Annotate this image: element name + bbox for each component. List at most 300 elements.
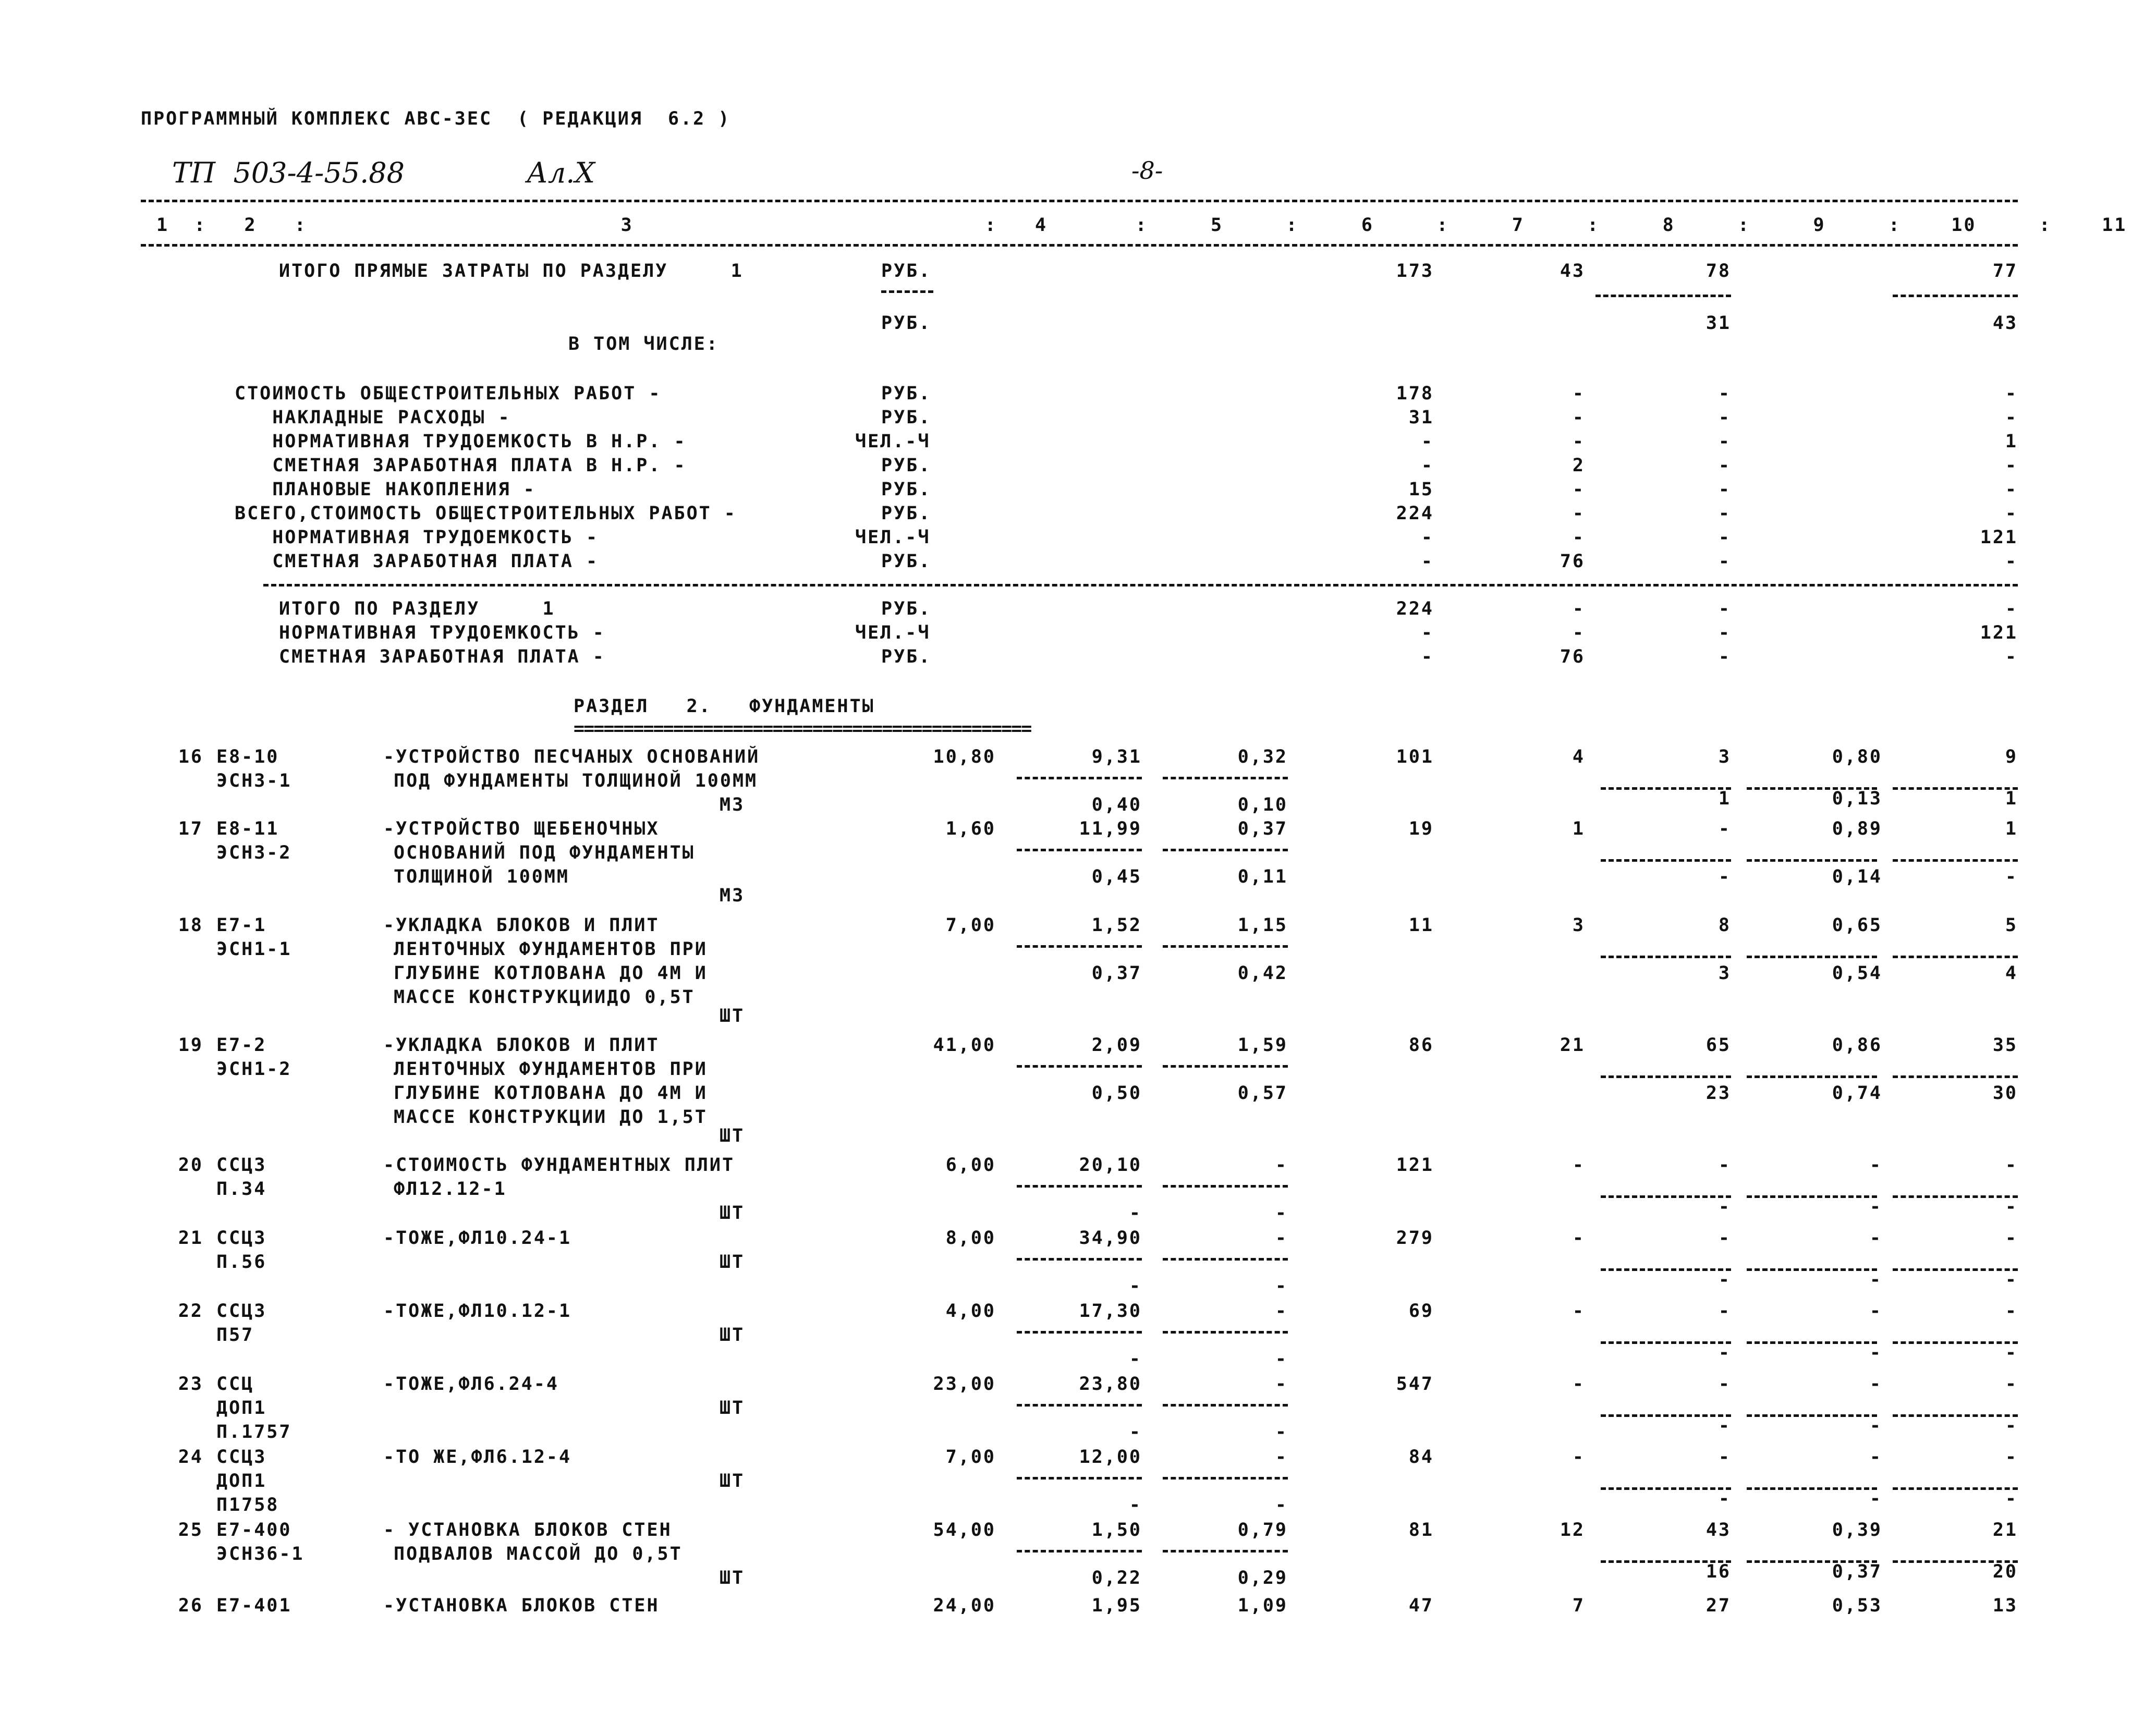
direct-costs-label: ИТОГО ПРЯМЫЕ ЗАТРАТЫ ПО РАЗДЕЛУ 1 bbox=[279, 261, 744, 282]
norm-code-secondary: П.56 bbox=[216, 1252, 267, 1273]
value-c6: - bbox=[1275, 1228, 1288, 1249]
work-description: -УСТРОЙСТВО ПЕСЧАНЫХ ОСНОВАНИЙ bbox=[383, 747, 760, 767]
work-description: - УСТАНОВКА БЛОКОВ СТЕН bbox=[383, 1520, 672, 1540]
value-c5: 12,00 bbox=[1079, 1447, 1142, 1468]
value-c10: - bbox=[1869, 1447, 1882, 1468]
value-c7: 81 bbox=[1408, 1520, 1434, 1540]
value-c9: - bbox=[1718, 503, 1731, 524]
value-c9: 31 bbox=[1706, 313, 1731, 334]
item-number: 17 bbox=[178, 818, 203, 839]
item-number: 19 bbox=[178, 1035, 203, 1056]
value-c9: 16 bbox=[1706, 1561, 1731, 1582]
value-c9: 3 bbox=[1718, 747, 1731, 767]
value-c5: 0,22 bbox=[1091, 1568, 1142, 1588]
cell-rule bbox=[1163, 777, 1288, 779]
value-qty: 6,00 bbox=[945, 1155, 996, 1176]
value-qty: 24,00 bbox=[933, 1595, 996, 1616]
value-c6: 1,59 bbox=[1237, 1035, 1288, 1056]
work-description: ФЛ12.12-1 bbox=[394, 1179, 507, 1200]
value-c8: - bbox=[1572, 1228, 1585, 1249]
value-c8: - bbox=[1572, 527, 1585, 548]
item-number: 25 bbox=[178, 1520, 203, 1540]
summary-rule bbox=[263, 584, 2018, 586]
value-c8: 4 bbox=[1572, 747, 1585, 767]
cell-rule bbox=[1017, 777, 1142, 779]
cell-rule bbox=[1017, 945, 1142, 948]
value-c11: 1 bbox=[2005, 818, 2018, 839]
work-description: ЛЕНТОЧНЫХ ФУНДАМЕНТОВ ПРИ bbox=[394, 1059, 708, 1080]
norm-code: ССЦ3 bbox=[216, 1228, 267, 1249]
norm-code-secondary: ЭСН1-2 bbox=[216, 1059, 292, 1080]
unit-of-measure: ШТ bbox=[720, 1006, 745, 1026]
value-qty: 4,00 bbox=[945, 1301, 996, 1322]
value-c11: - bbox=[2005, 646, 2018, 667]
value-c9: 1 bbox=[1718, 788, 1731, 809]
cell-rule bbox=[1747, 956, 1877, 958]
value-c7: 11 bbox=[1408, 915, 1434, 936]
value-c9: - bbox=[1718, 1415, 1731, 1436]
item-number: 21 bbox=[178, 1228, 203, 1249]
unit-rule bbox=[881, 290, 933, 293]
value-c5: 0,45 bbox=[1091, 866, 1142, 887]
norm-code-secondary: ДОП1 bbox=[216, 1398, 267, 1419]
value-c10: - bbox=[1869, 1301, 1882, 1322]
value-c7: 173 bbox=[1396, 261, 1434, 282]
value-c11: 21 bbox=[1992, 1520, 2018, 1540]
cell-rule bbox=[1017, 1065, 1142, 1068]
cell-rule bbox=[1601, 1075, 1731, 1078]
value-c5: 23,80 bbox=[1079, 1374, 1142, 1395]
cell-rule bbox=[1017, 1258, 1142, 1261]
value-qty: 23,00 bbox=[933, 1374, 996, 1395]
item-number: 18 bbox=[178, 915, 203, 936]
value-c8: 76 bbox=[1560, 551, 1585, 572]
work-description: -ТО ЖЕ,ФЛ6.12-4 bbox=[383, 1447, 572, 1468]
value-c10: 0,74 bbox=[1832, 1083, 1882, 1104]
unit: РУБ. bbox=[881, 503, 932, 524]
value-c11: - bbox=[2005, 1269, 2018, 1290]
norm-code: ССЦ3 bbox=[216, 1155, 267, 1176]
summary-line-label: НАКЛАДНЫЕ РАСХОДЫ - bbox=[235, 407, 511, 428]
value-c6: - bbox=[1275, 1447, 1288, 1468]
value-c6: 0,32 bbox=[1237, 747, 1288, 767]
value-c5: - bbox=[1129, 1276, 1142, 1297]
value-c7: 69 bbox=[1408, 1301, 1434, 1322]
value-c10: - bbox=[1869, 1196, 1882, 1217]
value-c11: 20 bbox=[1992, 1561, 2018, 1582]
unit-of-measure: ШТ bbox=[720, 1203, 745, 1224]
value-c10: - bbox=[1869, 1269, 1882, 1290]
work-description: -УКЛАДКА БЛОКОВ И ПЛИТ bbox=[383, 1035, 660, 1056]
value-c9: - bbox=[1718, 479, 1731, 500]
cell-rule bbox=[1017, 1331, 1142, 1334]
cell-rule bbox=[1601, 859, 1731, 862]
work-description: ГЛУБИНЕ КОТЛОВАНА ДО 4М И bbox=[394, 1083, 708, 1104]
value-c8: - bbox=[1572, 431, 1585, 452]
norm-code: Е7-2 bbox=[216, 1035, 267, 1056]
value-c5: - bbox=[1129, 1349, 1142, 1370]
summary-line-label: ВСЕГО,СТОИМОСТЬ ОБЩЕСТРОИТЕЛЬНЫХ РАБОТ - bbox=[235, 503, 737, 524]
value-c10: 0,53 bbox=[1832, 1595, 1882, 1616]
value-c6: - bbox=[1275, 1374, 1288, 1395]
work-description: -УСТАНОВКА БЛОКОВ СТЕН bbox=[383, 1595, 660, 1616]
unit: ЧЕЛ.-Ч bbox=[855, 622, 931, 643]
value-c11: - bbox=[2005, 1447, 2018, 1468]
value-c11: - bbox=[2005, 383, 2018, 404]
value-c8: 12 bbox=[1560, 1520, 1585, 1540]
unit: РУБ. bbox=[881, 479, 932, 500]
unit-of-measure: ШТ bbox=[720, 1325, 745, 1346]
unit-of-measure: ШТ bbox=[720, 1398, 745, 1419]
value-c9: - bbox=[1718, 455, 1731, 476]
norm-code-secondary: ЭСН1-1 bbox=[216, 939, 292, 960]
value-c5: - bbox=[1129, 1495, 1142, 1515]
cell-rule bbox=[1893, 1075, 2018, 1078]
value-c9: - bbox=[1718, 818, 1731, 839]
cell-rule bbox=[1163, 1258, 1288, 1261]
work-description: МАССЕ КОНСТРУКЦИИДО 0,5Т bbox=[394, 987, 695, 1008]
value-c5: 34,90 bbox=[1079, 1228, 1142, 1249]
value-c11: 121 bbox=[1980, 527, 2018, 548]
value-c11: - bbox=[2005, 1415, 2018, 1436]
value-c11: - bbox=[2005, 1301, 2018, 1322]
value-c10: - bbox=[1869, 1488, 1882, 1509]
value-c10: - bbox=[1869, 1228, 1882, 1249]
value-c9: 43 bbox=[1706, 1520, 1731, 1540]
value-c9: - bbox=[1718, 407, 1731, 428]
value-c8: - bbox=[1572, 407, 1585, 428]
work-description: ТОЛЩИНОЙ 100ММ bbox=[394, 866, 570, 887]
work-description: -ТОЖЕ,ФЛ10.24-1 bbox=[383, 1228, 572, 1249]
value-c7: 31 bbox=[1408, 407, 1434, 428]
value-c7: 547 bbox=[1396, 1374, 1434, 1395]
value-c11: - bbox=[2005, 455, 2018, 476]
value-qty: 10,80 bbox=[933, 747, 996, 767]
value-qty: 1,60 bbox=[945, 818, 996, 839]
value-c11: 9 bbox=[2005, 747, 2018, 767]
value-c11: 30 bbox=[1992, 1083, 2018, 1104]
value-c7: - bbox=[1421, 551, 1434, 572]
value-c6: - bbox=[1275, 1203, 1288, 1224]
value-c11: - bbox=[2005, 1374, 2018, 1395]
value-c9: 65 bbox=[1706, 1035, 1731, 1056]
cell-rule bbox=[1017, 849, 1142, 851]
value-c9: 8 bbox=[1718, 915, 1731, 936]
norm-code-secondary: П57 bbox=[216, 1325, 254, 1346]
value-c11: 5 bbox=[2005, 915, 2018, 936]
value-c10: 0,37 bbox=[1832, 1561, 1882, 1582]
value-c8: - bbox=[1572, 1155, 1585, 1176]
value-c6: - bbox=[1275, 1301, 1288, 1322]
value-c9: - bbox=[1718, 383, 1731, 404]
norm-code-secondary: ДОП1 bbox=[216, 1471, 267, 1491]
cell-rule bbox=[1017, 1550, 1142, 1552]
cell-rule bbox=[1601, 956, 1731, 958]
total-line-label: НОРМАТИВНАЯ ТРУДОЕМКОСТЬ - bbox=[279, 622, 605, 643]
norm-code-secondary: П.34 bbox=[216, 1179, 267, 1200]
norm-code-secondary: ЭСН3-1 bbox=[216, 771, 292, 791]
cell-rule bbox=[1017, 1477, 1142, 1480]
norm-code: Е8-11 bbox=[216, 818, 279, 839]
c11-rule bbox=[1893, 295, 2018, 297]
value-c6: 0,11 bbox=[1237, 866, 1288, 887]
value-c9: - bbox=[1718, 1196, 1731, 1217]
unit-of-measure: ШТ bbox=[720, 1568, 745, 1588]
value-c10: 0,54 bbox=[1832, 963, 1882, 984]
value-c6: 0,37 bbox=[1237, 818, 1288, 839]
value-c11: - bbox=[2005, 1196, 2018, 1217]
value-c10: 0,89 bbox=[1832, 818, 1882, 839]
item-number: 20 bbox=[178, 1155, 203, 1176]
value-c5: 20,10 bbox=[1079, 1155, 1142, 1176]
value-c5: 1,52 bbox=[1091, 915, 1142, 936]
section-title: РАЗДЕЛ 2. ФУНДАМЕНТЫ bbox=[574, 696, 875, 717]
value-qty: 7,00 bbox=[945, 1447, 996, 1468]
value-c9: - bbox=[1718, 1155, 1731, 1176]
value-c11: - bbox=[2005, 1155, 2018, 1176]
header-bottom-rule bbox=[141, 244, 2018, 247]
value-c9: - bbox=[1718, 1301, 1731, 1322]
value-c10: 0,14 bbox=[1832, 866, 1882, 887]
value-c5: - bbox=[1129, 1422, 1142, 1442]
unit: РУБ. bbox=[881, 407, 932, 428]
value-c5: 1,50 bbox=[1091, 1520, 1142, 1540]
unit-of-measure: ШТ bbox=[720, 1471, 745, 1491]
value-c6: 0,29 bbox=[1237, 1568, 1288, 1588]
total-line-label: СМЕТНАЯ ЗАРАБОТНАЯ ПЛАТА - bbox=[279, 646, 605, 667]
value-c7: - bbox=[1421, 455, 1434, 476]
unit: РУБ. bbox=[881, 383, 932, 404]
unit: РУБ. bbox=[881, 455, 932, 476]
value-c5: 0,37 bbox=[1091, 963, 1142, 984]
cell-rule bbox=[1163, 1477, 1288, 1480]
norm-code: Е8-10 bbox=[216, 747, 279, 767]
album-number: Ал.Х bbox=[527, 156, 595, 189]
value-c9: - bbox=[1718, 1374, 1731, 1395]
item-number: 22 bbox=[178, 1301, 203, 1322]
unit: РУБ. bbox=[881, 551, 932, 572]
value-c10: 0,39 bbox=[1832, 1520, 1882, 1540]
value-c9: - bbox=[1718, 1447, 1731, 1468]
value-c8: - bbox=[1572, 479, 1585, 500]
cell-rule bbox=[1163, 945, 1288, 948]
norm-code: Е7-400 bbox=[216, 1520, 292, 1540]
value-c8: 1 bbox=[1572, 818, 1585, 839]
norm-code-secondary: ЭСН3-2 bbox=[216, 842, 292, 863]
value-c9: - bbox=[1718, 551, 1731, 572]
value-c7: 86 bbox=[1408, 1035, 1434, 1056]
norm-code-tertiary: П1758 bbox=[216, 1495, 279, 1515]
value-c11: 13 bbox=[1992, 1595, 2018, 1616]
work-description: ПОД ФУНДАМЕНТЫ ТОЛЩИНОЙ 100ММ bbox=[394, 771, 758, 791]
value-c8: 21 bbox=[1560, 1035, 1585, 1056]
value-c9: 78 bbox=[1706, 261, 1731, 282]
value-c11: 77 bbox=[1992, 261, 2018, 282]
doc-code: ТП 503-4-55.88 bbox=[172, 156, 405, 189]
cell-rule bbox=[1747, 1075, 1877, 1078]
unit-of-measure: ШТ bbox=[720, 1252, 745, 1273]
value-c9: - bbox=[1718, 866, 1731, 887]
cell-rule bbox=[1163, 1404, 1288, 1407]
work-description: ПОДВАЛОВ МАССОЙ ДО 0,5Т bbox=[394, 1544, 683, 1564]
value-c11: 4 bbox=[2005, 963, 2018, 984]
value-c11: 1 bbox=[2005, 431, 2018, 452]
value-c7: - bbox=[1421, 646, 1434, 667]
value-c11: 43 bbox=[1992, 313, 2018, 334]
value-c8: 76 bbox=[1560, 646, 1585, 667]
work-description: МАССЕ КОНСТРУКЦИИ ДО 1,5Т bbox=[394, 1107, 708, 1128]
page-number: -8- bbox=[1131, 156, 1163, 185]
value-c7: - bbox=[1421, 431, 1434, 452]
cell-rule bbox=[1163, 849, 1288, 851]
value-c7: 279 bbox=[1396, 1228, 1434, 1249]
value-c8: - bbox=[1572, 1374, 1585, 1395]
c9-rule bbox=[1595, 295, 1731, 297]
work-description: -ТОЖЕ,ФЛ6.24-4 bbox=[383, 1374, 559, 1395]
value-c5: 9,31 bbox=[1091, 747, 1142, 767]
value-c8: 3 bbox=[1572, 915, 1585, 936]
value-c9: 27 bbox=[1706, 1595, 1731, 1616]
value-c5: 0,40 bbox=[1091, 794, 1142, 815]
value-c8: 2 bbox=[1572, 455, 1585, 476]
value-c11: - bbox=[2005, 1342, 2018, 1363]
value-c7: 101 bbox=[1396, 747, 1434, 767]
value-c6: - bbox=[1275, 1349, 1288, 1370]
value-c5: 17,30 bbox=[1079, 1301, 1142, 1322]
cell-rule bbox=[1747, 859, 1877, 862]
value-c11: 121 bbox=[1980, 622, 2018, 643]
summary-line-label: НОРМАТИВНАЯ ТРУДОЕМКОСТЬ В Н.Р. - bbox=[235, 431, 687, 452]
unit: ЧЕЛ.-Ч bbox=[855, 527, 931, 548]
value-c10: 0,80 bbox=[1832, 747, 1882, 767]
value-c5: 2,09 bbox=[1091, 1035, 1142, 1056]
cell-rule bbox=[1893, 859, 2018, 862]
column-number-row: 1 : 2 : 3 : 4 : 5 : 6 : 7 : 8 : 9 : 10 : 11 bbox=[156, 215, 2127, 236]
value-c7: 47 bbox=[1408, 1595, 1434, 1616]
value-c7: 224 bbox=[1396, 503, 1434, 524]
value-c8: 7 bbox=[1572, 1595, 1585, 1616]
value-c10: 0,13 bbox=[1832, 788, 1882, 809]
work-description: -ТОЖЕ,ФЛ10.12-1 bbox=[383, 1301, 572, 1322]
value-c7: - bbox=[1421, 527, 1434, 548]
summary-line-label: ПЛАНОВЫЕ НАКОПЛЕНИЯ - bbox=[235, 479, 536, 500]
work-description: ОСНОВАНИЙ ПОД ФУНДАМЕНТЫ bbox=[394, 842, 695, 863]
including-label: В ТОМ ЧИСЛЕ: bbox=[568, 334, 719, 354]
value-c6: - bbox=[1275, 1495, 1288, 1515]
work-description: -УСТРОЙСТВО ЩЕБЕНОЧНЫХ bbox=[383, 818, 660, 839]
work-description: -СТОИМОСТЬ ФУНДАМЕНТНЫХ ПЛИТ bbox=[383, 1155, 735, 1176]
unit: РУБ. bbox=[881, 598, 932, 619]
norm-code-secondary: ЭСН36-1 bbox=[216, 1544, 304, 1564]
value-c5: 1,95 bbox=[1091, 1595, 1142, 1616]
norm-code-tertiary: П.1757 bbox=[216, 1422, 292, 1442]
value-c6: - bbox=[1275, 1276, 1288, 1297]
value-c8: - bbox=[1572, 503, 1585, 524]
value-c11: - bbox=[2005, 866, 2018, 887]
section-underline: ============================================== bbox=[574, 718, 1031, 739]
value-c9: - bbox=[1718, 1488, 1731, 1509]
cell-rule bbox=[1017, 1185, 1142, 1188]
value-c9: - bbox=[1718, 1228, 1731, 1249]
value-c6: 0,57 bbox=[1237, 1083, 1288, 1104]
value-c7: 19 bbox=[1408, 818, 1434, 839]
item-number: 26 bbox=[178, 1595, 203, 1616]
norm-code: ССЦ3 bbox=[216, 1301, 267, 1322]
value-c7: 121 bbox=[1396, 1155, 1434, 1176]
cell-rule bbox=[1893, 956, 2018, 958]
cell-rule bbox=[1163, 1550, 1288, 1552]
value-c11: 35 bbox=[1992, 1035, 2018, 1056]
work-description: ГЛУБИНЕ КОТЛОВАНА ДО 4М И bbox=[394, 963, 708, 984]
work-description: -УКЛАДКА БЛОКОВ И ПЛИТ bbox=[383, 915, 660, 936]
value-c6: - bbox=[1275, 1422, 1288, 1442]
value-c9: - bbox=[1718, 598, 1731, 619]
value-c10: - bbox=[1869, 1415, 1882, 1436]
value-c11: - bbox=[2005, 479, 2018, 500]
value-c11: - bbox=[2005, 503, 2018, 524]
value-c8: 43 bbox=[1560, 261, 1585, 282]
value-c9: - bbox=[1718, 646, 1731, 667]
value-c6: 0,10 bbox=[1237, 794, 1288, 815]
value-c9: - bbox=[1718, 527, 1731, 548]
summary-line-label: СМЕТНАЯ ЗАРАБОТНАЯ ПЛАТА - bbox=[235, 551, 599, 572]
unit: РУБ. bbox=[881, 313, 932, 334]
value-c6: 1,09 bbox=[1237, 1595, 1288, 1616]
norm-code: Е7-401 bbox=[216, 1595, 292, 1616]
program-header: ПРОГРАММНЫЙ КОМПЛЕКС АВС-3ЕС ( РЕДАКЦИЯ 6.2 ) bbox=[141, 108, 731, 129]
value-c7: 178 bbox=[1396, 383, 1434, 404]
value-c7: 84 bbox=[1408, 1447, 1434, 1468]
value-c8: - bbox=[1572, 1301, 1585, 1322]
value-c5: - bbox=[1129, 1203, 1142, 1224]
value-qty: 7,00 bbox=[945, 915, 996, 936]
value-c11: - bbox=[2005, 1228, 2018, 1249]
value-c11: - bbox=[2005, 1488, 2018, 1509]
summary-line-label: НОРМАТИВНАЯ ТРУДОЕМКОСТЬ - bbox=[235, 527, 599, 548]
value-c10: 0,86 bbox=[1832, 1035, 1882, 1056]
cell-rule bbox=[1163, 1185, 1288, 1188]
unit: РУБ. bbox=[881, 646, 932, 667]
value-c6: 1,15 bbox=[1237, 915, 1288, 936]
value-c8: - bbox=[1572, 598, 1585, 619]
summary-line-label: СМЕТНАЯ ЗАРАБОТНАЯ ПЛАТА В Н.Р. - bbox=[235, 455, 687, 476]
cell-rule bbox=[1163, 1065, 1288, 1068]
unit-of-measure: М3 bbox=[720, 794, 745, 815]
value-c7: 224 bbox=[1396, 598, 1434, 619]
value-c10: - bbox=[1869, 1374, 1882, 1395]
value-c11: 1 bbox=[2005, 788, 2018, 809]
value-c10: - bbox=[1869, 1155, 1882, 1176]
unit-of-measure: ШТ bbox=[720, 1126, 745, 1146]
value-qty: 41,00 bbox=[933, 1035, 996, 1056]
value-c9: 3 bbox=[1718, 963, 1731, 984]
header-top-rule bbox=[141, 200, 2018, 202]
value-c5: 11,99 bbox=[1079, 818, 1142, 839]
cell-rule bbox=[1163, 1331, 1288, 1334]
value-qty: 8,00 bbox=[945, 1228, 996, 1249]
norm-code: ССЦ bbox=[216, 1374, 254, 1395]
unit: ЧЕЛ.-Ч bbox=[855, 431, 931, 452]
unit: РУБ. bbox=[881, 261, 932, 282]
value-c9: - bbox=[1718, 622, 1731, 643]
value-c6: 0,42 bbox=[1237, 963, 1288, 984]
value-qty: 54,00 bbox=[933, 1520, 996, 1540]
value-c9: - bbox=[1718, 431, 1731, 452]
item-number: 23 bbox=[178, 1374, 203, 1395]
norm-code: Е7-1 bbox=[216, 915, 267, 936]
item-number: 24 bbox=[178, 1447, 203, 1468]
value-c6: 0,79 bbox=[1237, 1520, 1288, 1540]
